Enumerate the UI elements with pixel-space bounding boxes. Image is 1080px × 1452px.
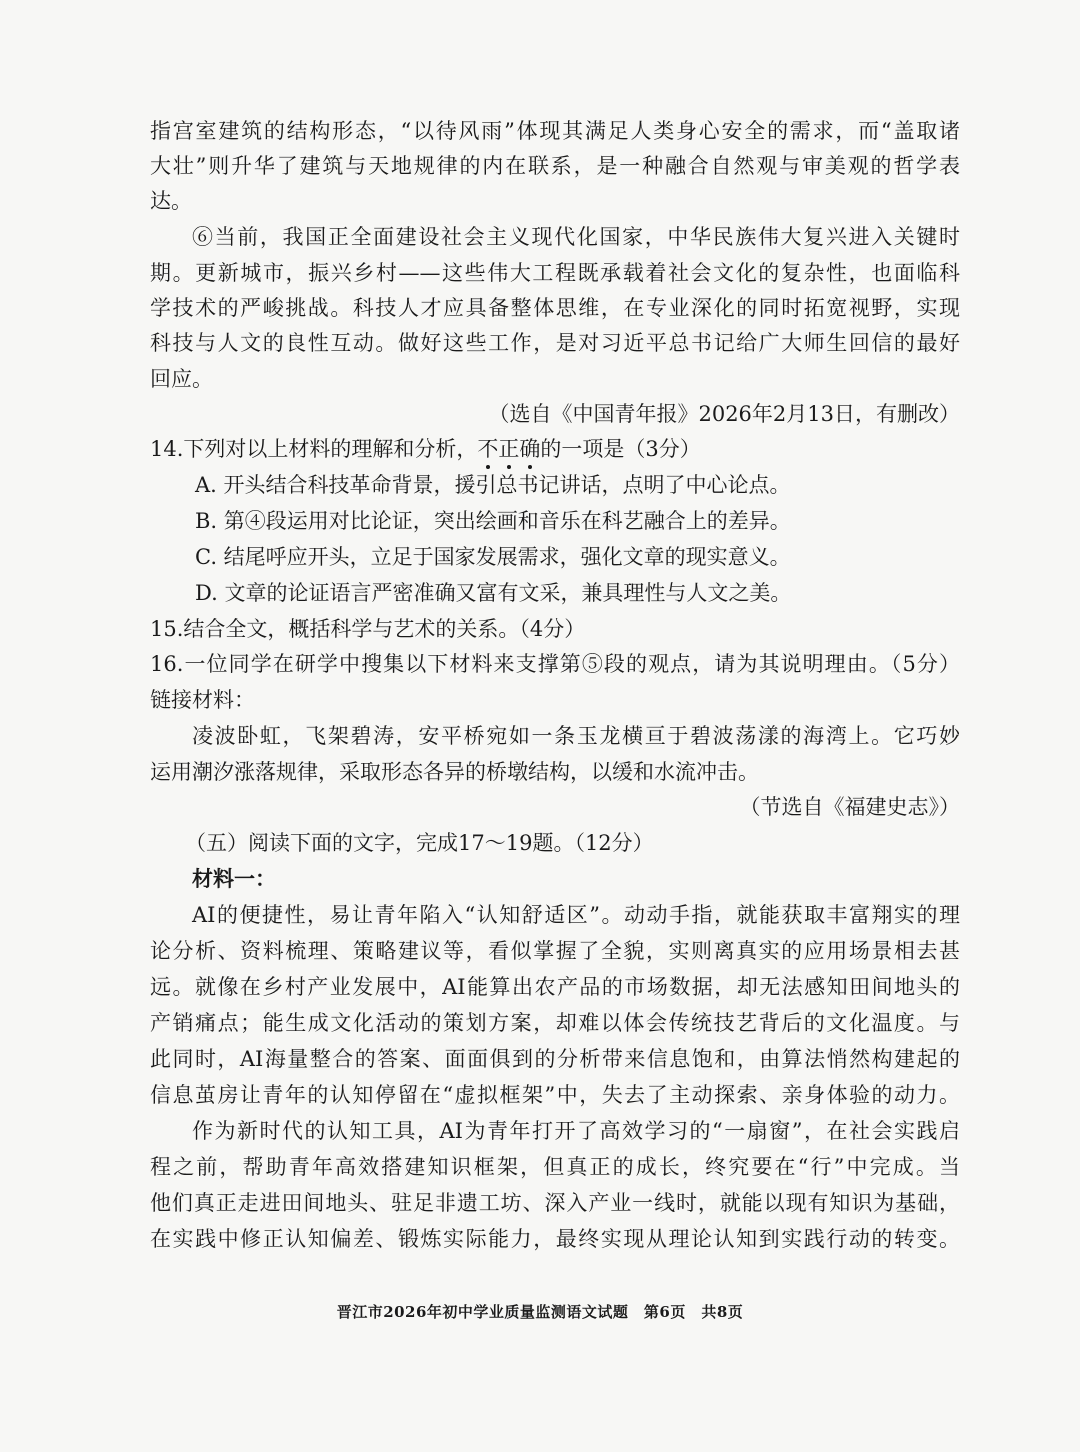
option-d: D. 文章的论证语言严密准确又富有文采，兼具理性与人文之美。 [195, 581, 792, 605]
text-line: 信息茧房让青年的认知停留在“虚拟框架”中，失去了主动探索、亲身体验的动力。 [150, 1083, 960, 1107]
question-15: 15.结合全文，概括科学与艺术的关系。（4分） [150, 617, 586, 641]
source-citation: （选自《中国青年报》2026年2月13日，有删改） [488, 402, 960, 426]
text-line: 他们真正走进田间地头、驻足非遗工坊、深入产业一线时，就能以现有知识为基础， [150, 1191, 960, 1215]
text-line: 大壮”则升华了建筑与天地规律的内在联系，是一种融合自然观与审美观的哲学表 [150, 154, 960, 178]
link-material-label: 链接材料： [150, 688, 255, 712]
option-c: C. 结尾呼应开头，立足于国家发展需求，强化文章的现实意义。 [195, 545, 791, 569]
section-heading: （五）阅读下面的文字，完成17～19题。（12分） [185, 831, 654, 855]
text-line: 作为新时代的认知工具，AI为青年打开了高效学习的“一扇窗”，在社会实践启 [192, 1119, 960, 1143]
text-line: 论分析、资料梳理、策略建议等，看似掌握了全貌，实则离真实的应用场景相去甚 [150, 939, 960, 963]
material-1-label: 材料一： [192, 866, 276, 891]
text-line: 科技与人文的良性互动。做好这些工作，是对习近平总书记给广大师生回信的最好 [150, 331, 960, 355]
text-line: 在实践中修正认知偏差、锻炼实际能力，最终实现从理论认知到实践行动的转变。 [150, 1227, 960, 1251]
text-line: 达。 [150, 189, 192, 213]
text-line: 产销痛点；能生成文化活动的策划方案，却难以体会传统技艺背后的文化温度。与 [150, 1011, 960, 1035]
text-line: 指宫室建筑的结构形态，“以待风雨”体现其满足人类身心安全的需求，而“盖取诸 [150, 119, 960, 143]
question-14 [150, 434, 960, 464]
option-a: A. 开头结合科技革命背景，援引总书记讲话，点明了中心论点。 [195, 473, 791, 497]
link-material-text: 凌波卧虹，飞架碧涛，安平桥宛如一条玉龙横亘于碧波荡漾的海湾上。它巧妙 [192, 724, 960, 748]
text-line: 期。更新城市，振兴乡村——这些伟大工程既承载着社会文化的复杂性，也面临科 [150, 261, 960, 285]
text-line: 远。就像在乡村产业发展中，AI能算出农产品的市场数据，却无法感知田间地头的 [150, 975, 960, 999]
text-line: ⑥当前，我国正全面建设社会主义现代化国家，中华民族伟大复兴进入关键时 [192, 225, 960, 249]
text-line: 此同时，AI海量整合的答案、面面俱到的分析带来信息饱和，由算法悄然构建起的 [150, 1047, 960, 1071]
option-b: B. 第④段运用对比论证，突出绘画和音乐在科艺融合上的差异。 [195, 509, 791, 533]
text-line: 程之前，帮助青年高效搭建知识框架，但真正的成长，终究要在“行”中完成。当 [150, 1155, 960, 1179]
link-material-text: 运用潮汐涨落规律，采取形态各异的桥墩结构，以缓和水流冲击。 [150, 760, 759, 784]
text-line: AI的便捷性，易让青年陷入“认知舒适区”。动动手指，就能获取丰富翔实的理 [192, 903, 960, 927]
source-citation: （节选自《福建史志》） [739, 795, 960, 819]
emphasis-char: 正 [498, 434, 519, 464]
text-line: 学技术的严峻挑战。科技人才应具备整体思维，在专业深化的同时拓宽视野，实现 [150, 296, 960, 320]
question-16: 16.一位同学在研学中搜集以下材料来支撑第⑤段的观点，请为其说明理由。（5分） [150, 652, 960, 676]
text-line: 回应。 [150, 367, 213, 391]
emphasis-char: 不 [477, 434, 498, 464]
page-footer: 晋江市2026年初中学业质量监测语文试题 第6页 共8页 [336, 1303, 744, 1321]
question-14-suffix: 的一项是（3分） [540, 437, 701, 461]
emphasis-char: 确 [519, 434, 540, 464]
question-14-prefix: 14.下列对以上材料的理解和分析， [150, 437, 478, 461]
